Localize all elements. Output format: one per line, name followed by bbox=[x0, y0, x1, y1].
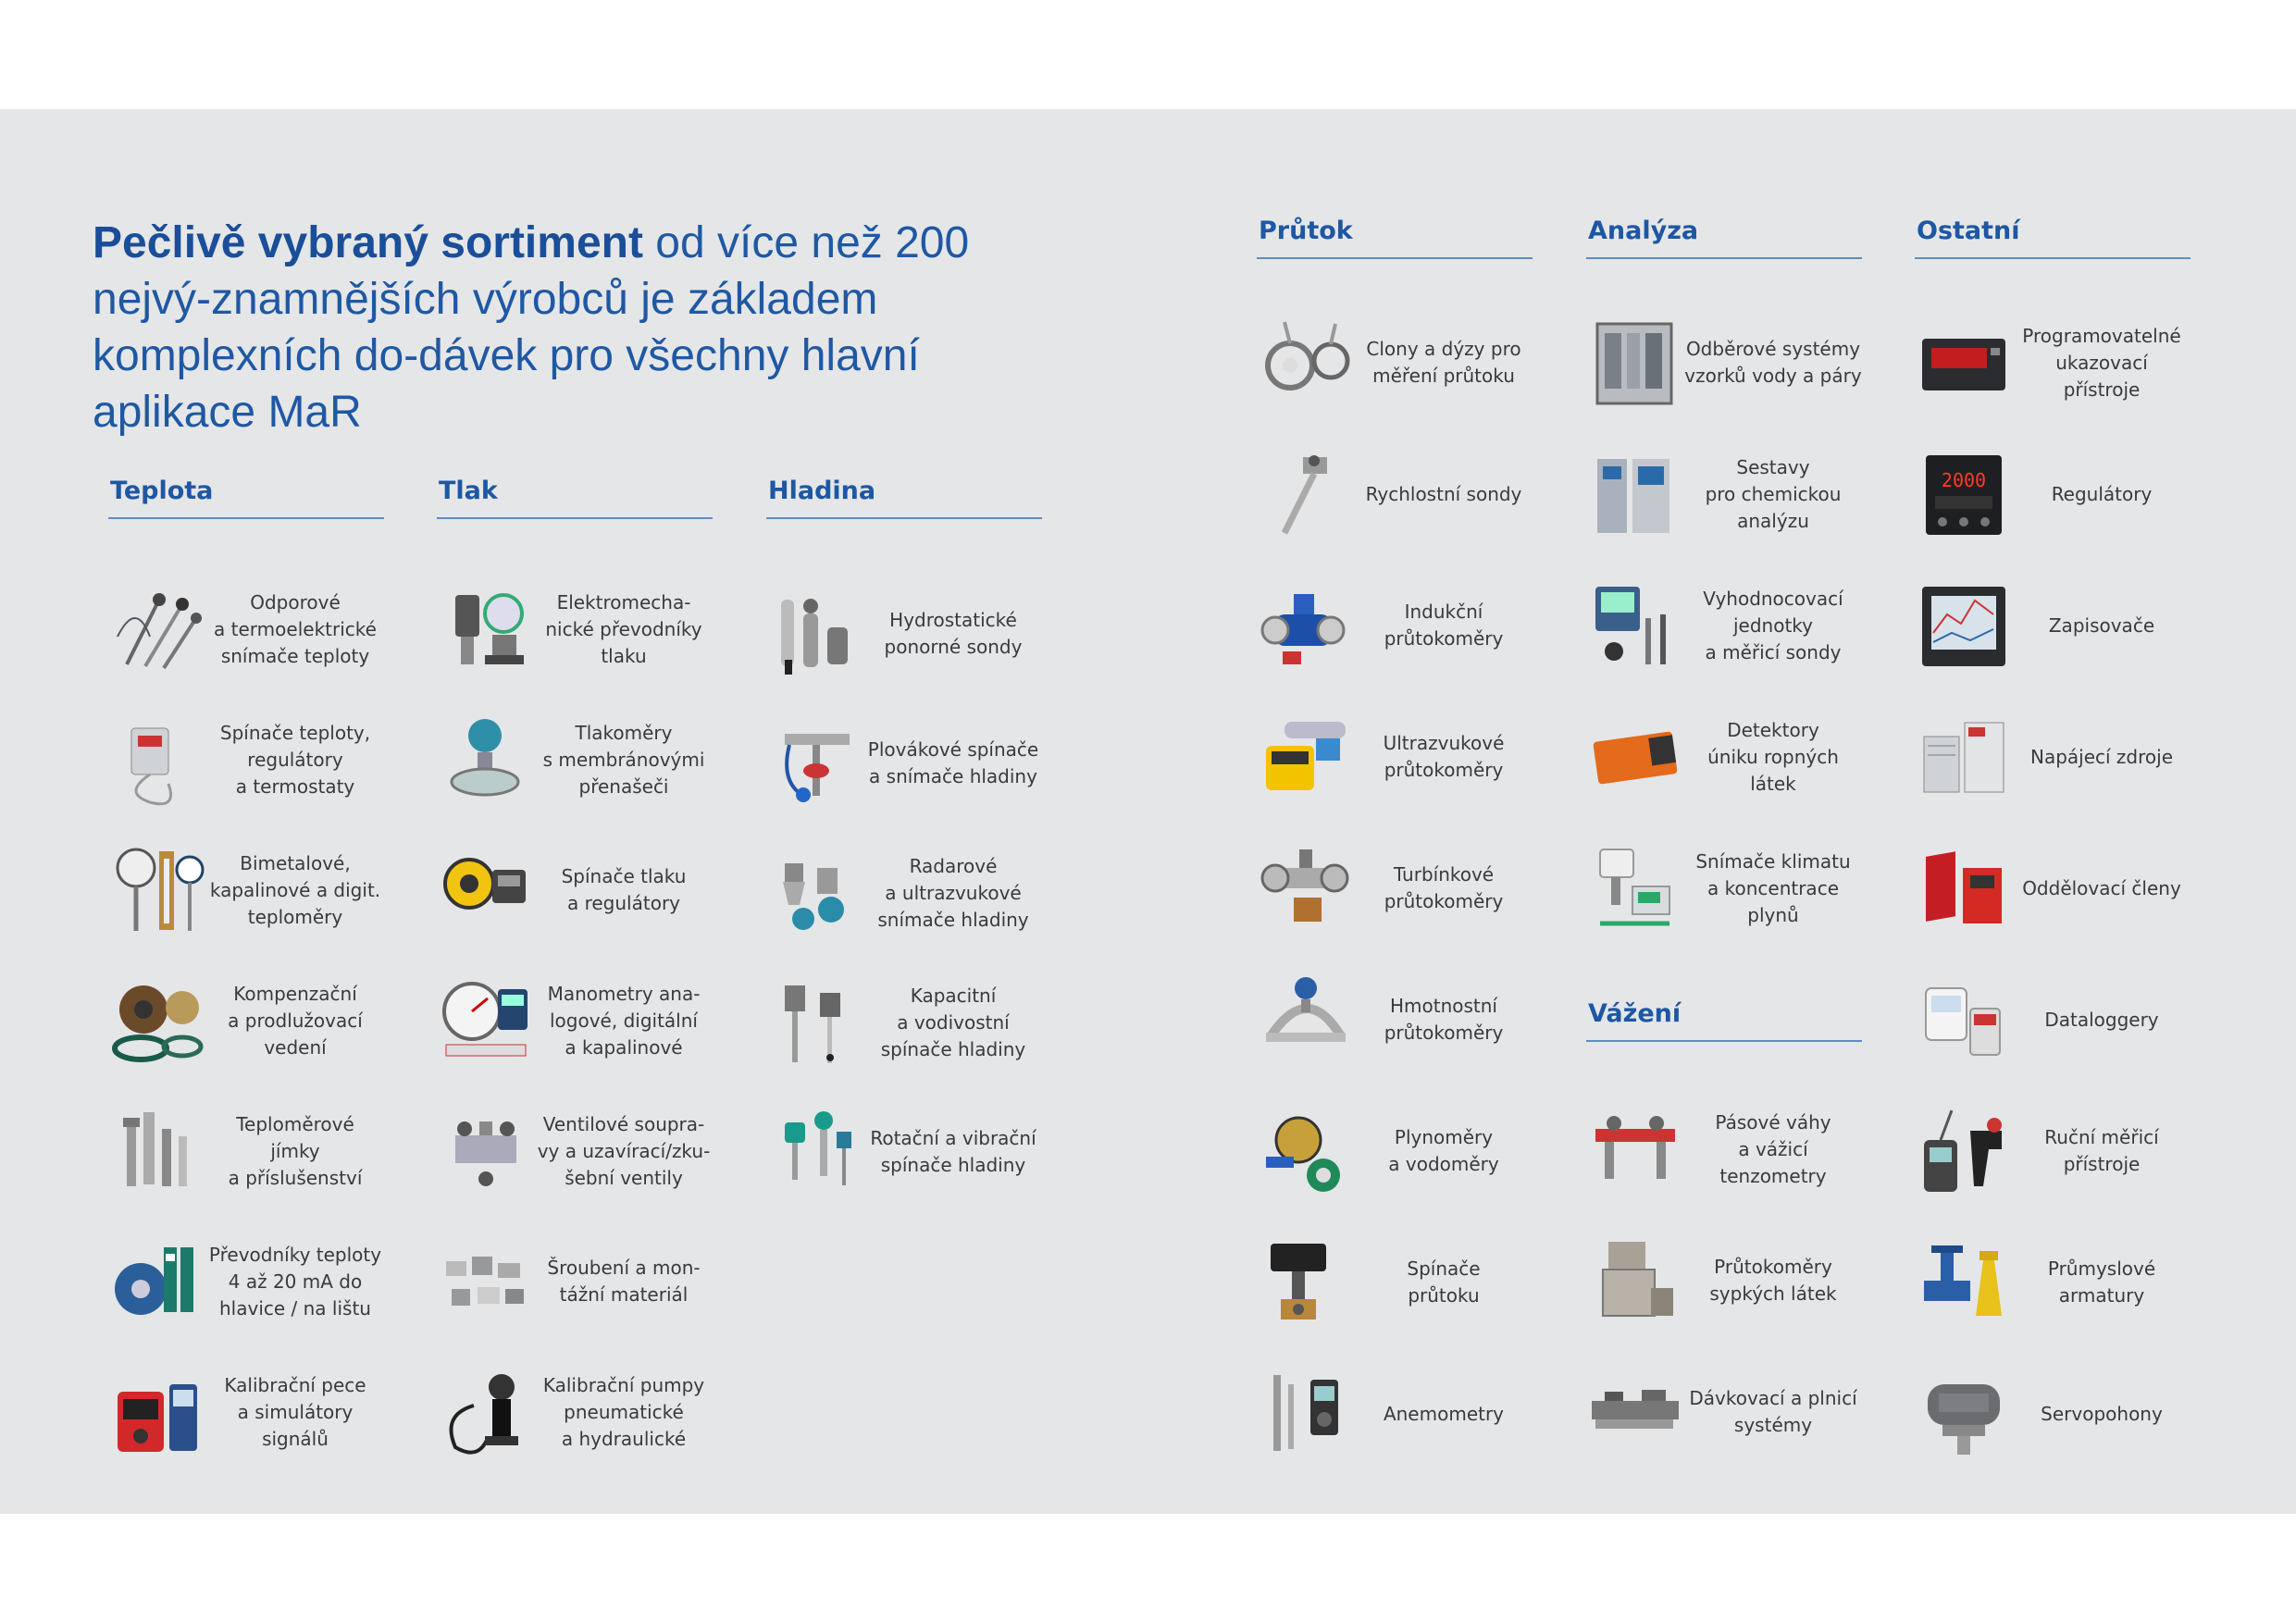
product-item bbox=[437, 1233, 713, 1330]
product-item bbox=[1586, 840, 1862, 936]
product-item bbox=[766, 845, 1042, 941]
product-item bbox=[108, 973, 384, 1069]
analyzer-unit-icon bbox=[1586, 577, 1684, 674]
actuator-icon bbox=[1915, 1366, 2013, 1462]
power-supply-icon bbox=[1915, 709, 2013, 805]
product-label: Dávkovací a plnicí systémy bbox=[1689, 1387, 1857, 1436]
product-label: Sestavy pro chemickou analýzu bbox=[1705, 455, 1842, 532]
float-switch-icon bbox=[766, 715, 864, 812]
diaphragm-seal-icon bbox=[437, 712, 535, 808]
fittings-icon bbox=[437, 1233, 535, 1330]
product-item bbox=[1257, 709, 1533, 805]
oil-detector-icon bbox=[1586, 709, 1684, 805]
product-label: Spínače teploty, regulátory a termostaty bbox=[219, 721, 371, 798]
product-label: Programovatelné ukazovací přístroje bbox=[2022, 324, 2181, 401]
product-label: Detektory úniku ropných látek bbox=[1707, 718, 1839, 795]
datalogger-icon bbox=[1915, 972, 2013, 1068]
column-tlak bbox=[437, 477, 713, 1450]
product-label: Regulátory bbox=[2051, 482, 2153, 505]
velocity-probe-icon bbox=[1257, 446, 1355, 542]
recorder-icon bbox=[1915, 577, 2013, 674]
product-label: Pásové váhy a vážicí tenzometry bbox=[1715, 1110, 1831, 1187]
product-label: Průtokoměry sypkých látek bbox=[1709, 1256, 1837, 1305]
product-item bbox=[108, 842, 384, 938]
pressure-transducer-icon bbox=[437, 581, 535, 677]
climate-sensor-icon bbox=[1586, 840, 1684, 936]
isolator-icon bbox=[1915, 840, 2013, 936]
product-item bbox=[108, 1364, 384, 1460]
column-ostatni bbox=[1915, 217, 2191, 1425]
svg-text:2000: 2000 bbox=[1941, 469, 1987, 491]
column-hladina bbox=[766, 477, 1042, 1176]
vibration-switch-icon bbox=[766, 1104, 864, 1200]
product-label: Radarové a ultrazvukové snímače hladiny bbox=[877, 854, 1029, 931]
product-label: Průmyslové armatury bbox=[2047, 1258, 2156, 1307]
product-item bbox=[1257, 446, 1533, 542]
transmitter-icon bbox=[108, 1233, 206, 1330]
product-item bbox=[437, 1103, 713, 1199]
product-item bbox=[108, 712, 384, 808]
headline-rest: od více než 200 nejvý-znamnějších výrobců je základem komplexních do-dávek pro všechny hlavní aplikace MaR bbox=[93, 218, 970, 437]
product-item bbox=[108, 1233, 384, 1330]
handheld-meter-icon bbox=[1915, 1103, 2013, 1199]
product-label: Elektromecha- nické převodníky tlaku bbox=[545, 590, 702, 667]
product-item bbox=[1257, 1366, 1533, 1462]
product-label: Servopohony bbox=[2041, 1402, 2163, 1425]
product-label: Šroubení a mon- tážní materiál bbox=[547, 1257, 701, 1306]
product-label: Spínače tlaku a regulátory bbox=[561, 865, 687, 914]
product-label: Odběrové systémy vzorků vody a páry bbox=[1684, 338, 1862, 387]
column-title-analyza: Analýza bbox=[1586, 217, 1862, 259]
product-item bbox=[1586, 446, 1862, 542]
industrial-valve-icon bbox=[1915, 1234, 2013, 1331]
product-item bbox=[1257, 315, 1533, 411]
product-item bbox=[1586, 1101, 1862, 1197]
analysis-panel-icon bbox=[1586, 446, 1684, 542]
turbine-flowmeter-icon bbox=[1257, 840, 1355, 936]
column-title-ostatni: Ostatní bbox=[1915, 217, 2191, 259]
product-item bbox=[766, 586, 1042, 682]
product-label: Dataloggery bbox=[2044, 1008, 2159, 1031]
column-teplota bbox=[108, 477, 384, 1450]
product-label: Kalibrační pece a simulátory signálů bbox=[224, 1373, 366, 1450]
pressure-switch-icon bbox=[437, 842, 535, 938]
controller-icon bbox=[1915, 446, 2013, 542]
product-label: Kapacitní a vodivostní spínače hladiny bbox=[880, 984, 1026, 1060]
cable-reel-icon bbox=[108, 973, 206, 1069]
product-item bbox=[1915, 840, 2191, 936]
product-item bbox=[437, 712, 713, 808]
product-item bbox=[1915, 577, 2191, 674]
product-item bbox=[1586, 709, 1862, 805]
product-item bbox=[766, 715, 1042, 812]
product-label: Tlakoměry s membránovými přenašeči bbox=[542, 721, 705, 798]
product-item bbox=[1257, 577, 1533, 674]
product-label: Teploměrové jímky a příslušenství bbox=[228, 1112, 363, 1189]
product-item bbox=[108, 1103, 384, 1199]
thermometer-icon bbox=[108, 842, 206, 938]
temperature-probes-icon bbox=[108, 581, 206, 677]
product-item bbox=[437, 1364, 713, 1460]
flow-switch-icon bbox=[1257, 1234, 1355, 1331]
product-label: Bimetalové, kapalinové a digit. teploměry bbox=[209, 851, 381, 928]
product-label: Plovákové spínače a snímače hladiny bbox=[867, 738, 1039, 787]
product-label: Spínače průtoku bbox=[1407, 1258, 1481, 1307]
headline bbox=[93, 215, 1074, 440]
product-label: Plynoměry a vodoměry bbox=[1388, 1126, 1499, 1175]
manometer-icon bbox=[437, 973, 535, 1069]
product-item bbox=[437, 581, 713, 677]
product-item bbox=[1915, 1103, 2191, 1199]
product-label: Ruční měřicí přístroje bbox=[2044, 1126, 2159, 1175]
product-item bbox=[1915, 1234, 2191, 1331]
radar-sensor-icon bbox=[766, 845, 864, 941]
sampling-system-icon bbox=[1586, 315, 1684, 411]
column-analyza bbox=[1586, 217, 1862, 926]
product-item bbox=[1915, 315, 2191, 411]
ultrasonic-flowmeter-icon bbox=[1257, 709, 1355, 805]
product-label: Převodníky teploty 4 až 20 mA do hlavice / na lištu bbox=[208, 1243, 382, 1319]
submersible-probe-icon bbox=[766, 586, 864, 682]
panel-display-icon bbox=[1915, 315, 2013, 411]
product-item bbox=[437, 842, 713, 938]
product-label: Ultrazvukové průtokoměry bbox=[1383, 732, 1505, 781]
column-title-teplota: Teplota bbox=[108, 477, 384, 519]
product-item bbox=[1257, 1234, 1533, 1331]
calibrator-icon bbox=[108, 1364, 206, 1460]
product-item bbox=[108, 581, 384, 677]
product-label: Rychlostní sondy bbox=[1365, 482, 1522, 505]
product-label: Manometry ana- logové, digitální a kapalinové bbox=[547, 982, 701, 1059]
product-label: Napájecí zdroje bbox=[2029, 745, 2173, 768]
product-item bbox=[1915, 972, 2191, 1068]
product-item bbox=[437, 973, 713, 1069]
valve-manifold-icon bbox=[437, 1103, 535, 1199]
column-title-tlak: Tlak bbox=[437, 477, 713, 519]
product-label: Kompenzační a prodlužovací vedení bbox=[228, 982, 363, 1059]
product-label: Zapisovače bbox=[2048, 613, 2155, 637]
product-item bbox=[766, 974, 1042, 1071]
solids-flowmeter-icon bbox=[1586, 1233, 1684, 1329]
thermowell-icon bbox=[108, 1103, 206, 1199]
product-label: Hydrostatické ponorné sondy bbox=[884, 609, 1023, 658]
anemometer-icon bbox=[1257, 1366, 1355, 1462]
product-item bbox=[1915, 446, 2191, 542]
column-prutok bbox=[1257, 217, 1533, 1425]
headline-bold: Pečlivě vybraný sortiment bbox=[93, 218, 643, 267]
product-item bbox=[1257, 1103, 1533, 1199]
product-item bbox=[1915, 1366, 2191, 1462]
calibration-pump-icon bbox=[437, 1364, 535, 1460]
column-title-prutok: Průtok bbox=[1257, 217, 1533, 259]
product-label: Indukční průtokoměry bbox=[1384, 601, 1504, 650]
product-label: Hmotnostní průtokoměry bbox=[1384, 995, 1504, 1044]
column-title-hladina: Hladina bbox=[766, 477, 1042, 519]
product-label: Kalibrační pumpy pneumatické a hydraulické bbox=[542, 1373, 705, 1450]
product-item bbox=[1257, 972, 1533, 1068]
product-item bbox=[766, 1104, 1042, 1200]
product-item bbox=[1586, 577, 1862, 674]
product-label: Turbínkové průtokoměry bbox=[1384, 863, 1504, 912]
thermostat-icon bbox=[108, 712, 206, 808]
product-label: Odporové a termoelektrické snímače teploty bbox=[214, 590, 377, 667]
product-label: Oddělovací členy bbox=[2022, 876, 2181, 899]
product-item bbox=[1257, 840, 1533, 936]
product-item bbox=[1915, 709, 2191, 805]
product-label: Ventilové soupra- vy a uzavírací/zku- šební ventily bbox=[537, 1112, 711, 1189]
product-item bbox=[1586, 1233, 1862, 1329]
product-label: Vyhodnocovací jednotky a měřicí sondy bbox=[1703, 587, 1843, 663]
product-item bbox=[1586, 315, 1862, 411]
product-label: Anemometry bbox=[1383, 1402, 1505, 1425]
product-label: Snímače klimatu a koncentrace plynů bbox=[1695, 849, 1851, 926]
column-vazeni bbox=[1586, 999, 1862, 1436]
column-title-vazeni: Vážení bbox=[1586, 999, 1862, 1042]
product-label: Clony a dýzy pro měření průtoku bbox=[1366, 338, 1521, 387]
product-label: Rotační a vibrační spínače hladiny bbox=[870, 1127, 1036, 1176]
capacitive-probe-icon bbox=[766, 974, 864, 1071]
magnetic-flowmeter-icon bbox=[1257, 577, 1355, 674]
coriolis-flowmeter-icon bbox=[1257, 972, 1355, 1068]
dosing-system-icon bbox=[1586, 1364, 1684, 1460]
water-meter-icon bbox=[1257, 1103, 1355, 1199]
product-item bbox=[1586, 1364, 1862, 1460]
orifice-plate-icon bbox=[1257, 315, 1355, 411]
belt-scale-icon bbox=[1586, 1101, 1684, 1197]
